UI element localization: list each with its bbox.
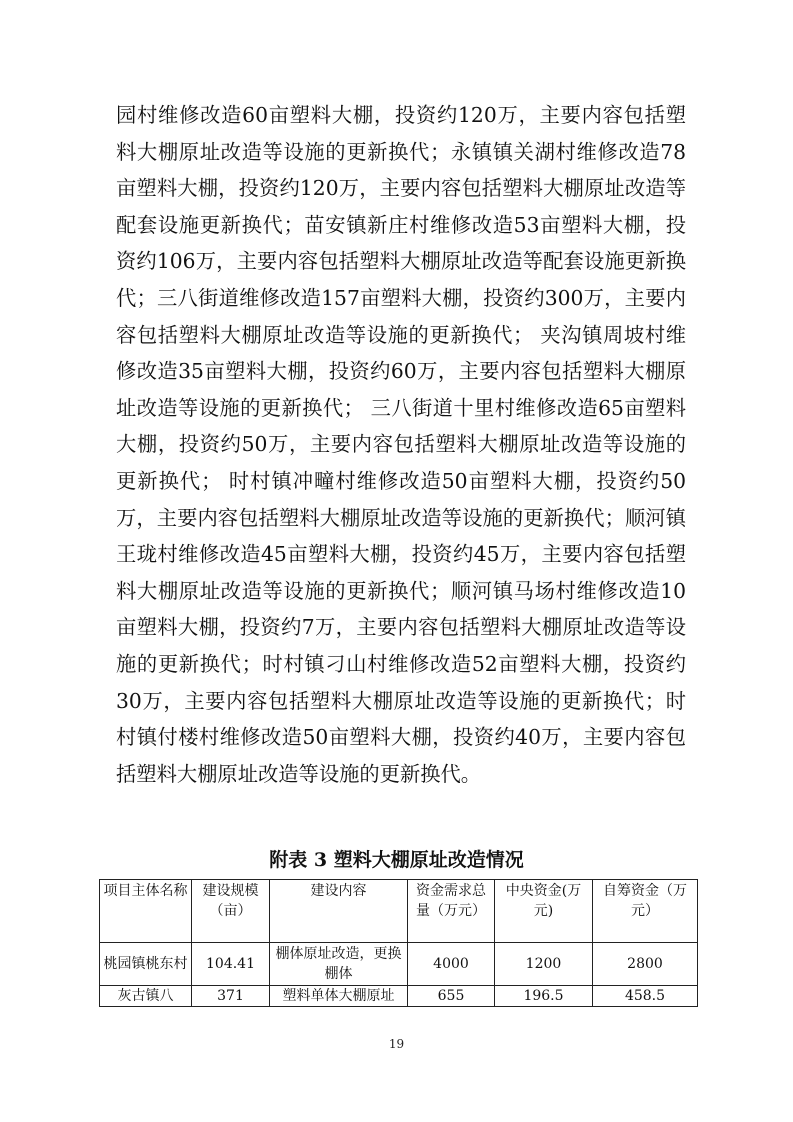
cell-total-funding: 655 (408, 986, 495, 1007)
table-header-row (100, 880, 698, 943)
cell-construction-scale: 104.41 (192, 943, 270, 986)
header-total-funding: 资金需求总量（万元） (408, 880, 495, 943)
header-self-raised-funds: 自筹资金（万元） (593, 880, 698, 943)
cell-central-funds: 196.5 (495, 986, 593, 1007)
table-row (100, 986, 698, 1007)
cell-total-funding: 4000 (408, 943, 495, 986)
header-central-funds: 中央资金(万元) (495, 880, 593, 943)
cell-project-subject: 灰古镇八 (100, 986, 192, 1007)
body-paragraph: 园村维修改造60亩塑料大棚，投资约120万，主要内容包括塑料大棚原址改造等设施的更新换代；永镇镇关湖村维修改造78亩塑料大棚，投资约120万，主要内容包括塑料大棚原址改造等配套设施更新换代；苗安镇新庄村维修改造53亩塑料大棚，投资约106万，主要内容包括塑料大棚原址改造等配套设施更新换代；三八街道维修改造157亩塑料大棚，投资约300万，主要内容包括塑料大棚原址改造等设施的更新换代； 夹沟镇周坡村维修改造35亩塑料大棚，投资约60万，主要内容包括塑料大棚原址改造等设施的更新换代； 三八街道十里村维修改造65亩塑料大棚，投资约50万，主要内容包括塑料大棚原址改造等设施的更新换代； 时村镇冲疃村维修改造50亩塑料大棚，投资约50万，主要内容包括塑料大棚原址改造等设施的更新换代；顺河镇王珑村维修改造45亩塑料大棚，投资约45万，主要内容包括塑料大棚原址改造等设施的更新换代；顺河镇马场村维修改造10亩塑料大棚，投资约7万，主要内容包括塑料大棚原址改造等设施的更新换代；时村镇刁山村维修改造52亩塑料大棚，投资约30万，主要内容包括塑料大棚原址改造等设施的更新换代；时村镇付楼村维修改造50亩塑料大棚，投资约40万，主要内容包括塑料大棚原址改造等设施的更新换代。 (116, 103, 686, 786)
table-row (100, 943, 698, 986)
cell-construction-content: 棚体原址改造，更换棚体 (270, 943, 408, 986)
header-construction-scale: 建设规模（亩） (192, 880, 270, 943)
header-construction-content: 建设内容 (270, 880, 408, 943)
table-caption: 附表 3 塑料大棚原址改造情况 (269, 849, 524, 871)
cell-self-raised-funds: 2800 (593, 943, 698, 986)
cell-self-raised-funds: 458.5 (593, 986, 698, 1007)
page-number: 19 (388, 1037, 405, 1051)
greenhouse-renovation-table (99, 879, 698, 1007)
header-project-subject: 项目主体名称 (100, 880, 192, 943)
cell-project-subject: 桃园镇桃东村 (100, 943, 192, 986)
cell-construction-scale: 371 (192, 986, 270, 1007)
cell-central-funds: 1200 (495, 943, 593, 986)
cell-construction-content: 塑料单体大棚原址 (270, 986, 408, 1007)
